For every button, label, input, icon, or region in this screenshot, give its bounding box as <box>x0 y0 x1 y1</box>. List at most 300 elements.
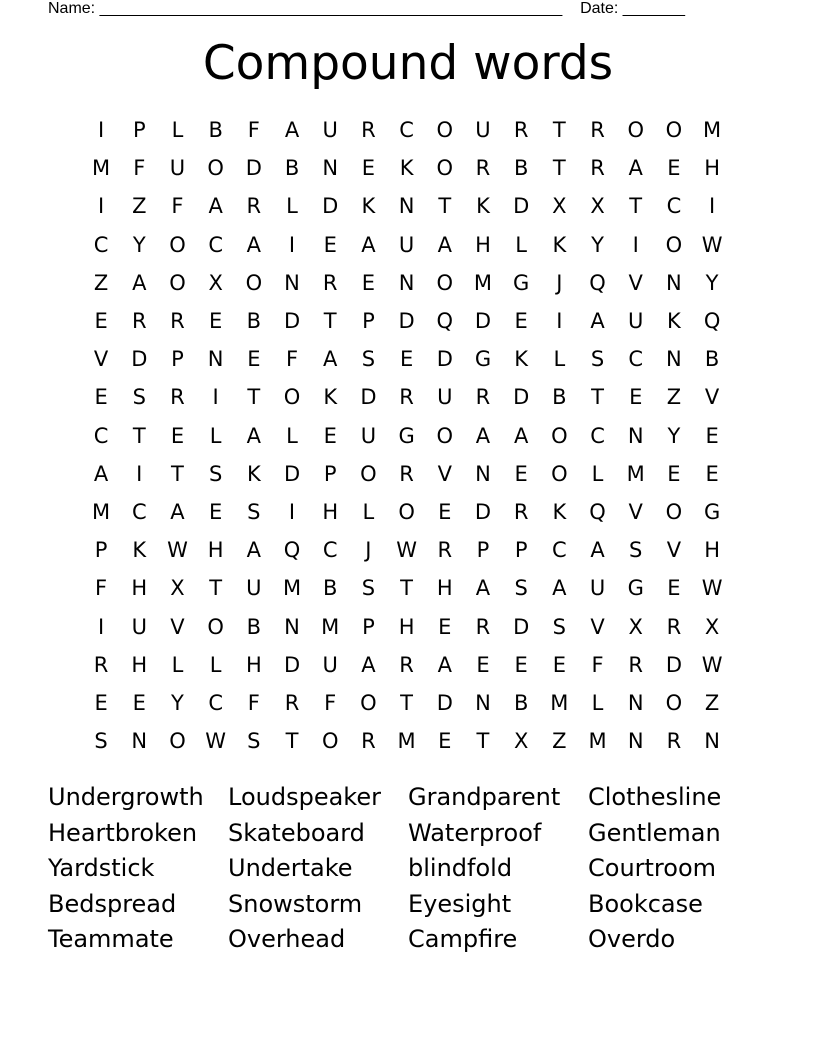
grid-letter: E <box>514 461 528 486</box>
grid-letter: A <box>437 652 452 677</box>
grid-letter: O <box>665 690 683 715</box>
grid-letter: U <box>628 309 644 334</box>
grid-letter: M <box>92 499 111 524</box>
grid-letter: U <box>360 423 377 448</box>
grid-letter: T <box>171 461 184 486</box>
grid-letter: P <box>362 309 375 334</box>
grid-letter: B <box>284 156 300 181</box>
grid-letter: E <box>476 652 490 677</box>
grid-letter: E <box>132 690 146 715</box>
grid-letter: R <box>284 690 300 715</box>
word-bank-item: Undertake <box>228 854 353 883</box>
grid-letter: K <box>323 385 338 410</box>
grid-letter: B <box>513 690 529 715</box>
grid-letter: A <box>552 576 567 601</box>
grid-letter: J <box>556 270 563 295</box>
grid-letter: H <box>475 232 491 257</box>
grid-letter: Q <box>283 538 301 563</box>
grid-letter: B <box>552 385 567 410</box>
grid-row <box>82 226 732 264</box>
grid-letter: H <box>207 538 224 563</box>
grid-letter: O <box>321 729 339 754</box>
grid-letter: T <box>209 576 223 601</box>
grid-letter: N <box>475 690 491 715</box>
grid-letter: F <box>247 690 260 715</box>
grid-letter: L <box>171 652 184 677</box>
grid-letter: S <box>361 576 376 601</box>
grid-letter: S <box>132 385 146 410</box>
grid-letter: F <box>133 156 146 181</box>
grid-letter: S <box>514 576 528 601</box>
grid-letter: O <box>169 270 186 295</box>
grid-row <box>82 646 732 684</box>
grid-letter: R <box>93 652 109 677</box>
grid-letter: C <box>322 538 338 563</box>
grid-letter: L <box>171 118 184 143</box>
grid-letter: N <box>627 690 644 715</box>
grid-letter: K <box>667 309 681 334</box>
grid-letter: W <box>205 729 227 754</box>
grid-letter: D <box>283 652 301 677</box>
grid-letter: P <box>323 461 337 486</box>
grid-letter: K <box>552 499 567 524</box>
grid-letter: E <box>361 270 376 295</box>
grid-letter: F <box>285 347 299 372</box>
grid-letter: S <box>94 729 108 754</box>
grid-letter: B <box>323 576 338 601</box>
grid-letter: D <box>283 309 301 334</box>
grid-letter: D <box>322 194 339 219</box>
grid-letter: N <box>666 347 682 372</box>
grid-letter: O <box>360 690 377 715</box>
grid-letter: P <box>362 614 375 639</box>
grid-letter: U <box>589 576 606 601</box>
worksheet-header <box>48 0 748 18</box>
grid-letter: S <box>552 614 567 639</box>
grid-letter: V <box>666 538 682 563</box>
word-bank-item: Snowstorm <box>228 889 363 918</box>
grid-letter: E <box>438 499 452 524</box>
grid-letter: O <box>398 499 415 524</box>
word-bank-item: Waterproof <box>408 818 542 847</box>
grid-letter: M <box>397 729 416 754</box>
grid-letter: U <box>131 614 147 639</box>
word-bank-item: Bedspread <box>48 889 177 918</box>
grid-letter: E <box>514 309 528 334</box>
grid-letter: E <box>94 690 108 715</box>
grid-letter: H <box>704 156 720 181</box>
grid-letter: X <box>704 614 720 639</box>
grid-letter: T <box>438 194 452 219</box>
grid-letter: A <box>323 347 338 372</box>
grid-letter: Q <box>589 499 606 524</box>
page-title: Compound words <box>202 36 614 91</box>
grid-letter: V <box>437 461 452 486</box>
grid-letter: F <box>171 194 184 219</box>
grid-letter: I <box>212 385 219 410</box>
grid-row <box>82 340 732 378</box>
grid-letter: U <box>322 118 338 143</box>
grid-letter: A <box>361 232 376 257</box>
grid-letter: O <box>169 729 186 754</box>
grid-letter: Y <box>591 232 604 257</box>
grid-letter: W <box>701 232 723 257</box>
grid-letter: L <box>209 423 222 448</box>
grid-letter: O <box>360 461 377 486</box>
grid-letter: K <box>552 232 567 257</box>
grid-letter: R <box>170 309 185 334</box>
grid-letter: O <box>436 118 454 143</box>
grid-letter: S <box>208 461 223 486</box>
grid-letter: K <box>399 156 414 181</box>
grid-letter: E <box>667 461 681 486</box>
grid-letter: L <box>209 652 222 677</box>
grid-letter: R <box>246 194 262 219</box>
grid-letter: T <box>629 194 643 219</box>
grid-letter: Y <box>705 270 719 295</box>
grid-letter: E <box>170 423 185 448</box>
grid-letter: Y <box>667 423 681 448</box>
grid-row <box>82 569 732 607</box>
grid-letter: R <box>475 614 491 639</box>
grid-letter: R <box>322 270 338 295</box>
grid-letter: Q <box>703 309 721 334</box>
grid-letter: X <box>170 576 185 601</box>
grid-letter: N <box>475 461 491 486</box>
grid-letter: E <box>399 347 414 372</box>
grid-letter: E <box>514 652 528 677</box>
grid-letter: U <box>437 385 453 410</box>
grid-letter: R <box>475 156 491 181</box>
word-bank-item: Undergrowth <box>48 783 204 811</box>
grid-letter: C <box>628 347 644 372</box>
grid-letter: O <box>551 423 568 448</box>
grid-letter: Z <box>666 385 682 410</box>
word-bank-item: Courtroom <box>588 854 717 883</box>
grid-letter: G <box>703 499 721 524</box>
grid-letter: Y <box>171 690 184 715</box>
grid-letter: E <box>361 156 376 181</box>
grid-letter: F <box>324 690 337 715</box>
grid-letter: G <box>513 270 530 295</box>
grid-letter: N <box>131 729 148 754</box>
word-bank-item: Heartbroken <box>48 818 198 847</box>
grid-letter: E <box>247 347 261 372</box>
grid-letter: I <box>136 461 143 486</box>
grid-letter: L <box>591 461 604 486</box>
grid-letter: P <box>171 347 184 372</box>
word-bank-item: Eyesight <box>408 889 512 918</box>
grid-letter: X <box>590 194 605 219</box>
grid-letter: K <box>132 538 147 563</box>
grid-letter: V <box>590 614 605 639</box>
grid-letter: T <box>400 690 413 715</box>
grid-letter: T <box>132 423 146 448</box>
grid-letter: U <box>246 576 262 601</box>
grid-letter: N <box>284 614 300 639</box>
grid-letter: E <box>323 423 337 448</box>
grid-letter: L <box>553 347 566 372</box>
grid-letter: E <box>438 729 452 754</box>
grid-letter: K <box>476 194 490 219</box>
grid-letter: W <box>701 576 723 601</box>
grid-letter: R <box>590 156 605 181</box>
grid-letter: A <box>132 270 147 295</box>
grid-letter: X <box>628 614 643 639</box>
grid-letter: D <box>513 614 530 639</box>
grid-row <box>82 493 732 531</box>
grid-letter: C <box>131 499 147 524</box>
grid-letter: O <box>245 270 263 295</box>
grid-letter: V <box>93 347 109 372</box>
grid-letter: X <box>208 270 223 295</box>
grid-row <box>82 607 732 645</box>
grid-letter: O <box>665 232 683 257</box>
grid-letter: L <box>515 232 527 257</box>
grid-letter: P <box>132 118 146 143</box>
grid-letter: O <box>665 118 683 143</box>
grid-letter: E <box>323 232 337 257</box>
grid-letter: O <box>627 118 644 143</box>
grid-letter: U <box>169 156 186 181</box>
grid-letter: N <box>627 423 644 448</box>
grid-letter: E <box>705 423 719 448</box>
grid-letter: A <box>170 499 185 524</box>
grid-letter: M <box>282 576 302 601</box>
grid-letter: B <box>246 309 262 334</box>
word-bank-item: Campfire <box>408 925 518 954</box>
grid-letter: M <box>703 118 722 143</box>
grid-letter: H <box>245 652 262 677</box>
grid-letter: B <box>208 118 223 143</box>
grid-letter: S <box>590 347 605 372</box>
grid-letter: F <box>95 576 108 601</box>
grid-row <box>82 264 732 302</box>
grid-letter: O <box>283 385 301 410</box>
grid-letter: I <box>97 118 105 143</box>
grid-letter: N <box>322 156 339 181</box>
grid-letter: E <box>94 309 108 334</box>
grid-letter: O <box>207 156 224 181</box>
grid-letter: H <box>322 499 339 524</box>
grid-letter: B <box>246 614 262 639</box>
word-bank-item: Teammate <box>48 925 174 954</box>
grid-letter: X <box>552 194 567 219</box>
grid-letter: A <box>513 423 529 448</box>
grid-row <box>82 722 732 760</box>
grid-letter: I <box>288 232 296 257</box>
grid-letter: R <box>513 118 529 143</box>
grid-row <box>82 455 732 493</box>
grid-letter: H <box>131 652 148 677</box>
grid-letter: E <box>667 576 681 601</box>
grid-letter: R <box>399 385 414 410</box>
grid-letter: A <box>590 538 605 563</box>
word-bank-item: Clothesline <box>588 783 722 811</box>
grid-letter: O <box>436 156 454 181</box>
grid-letter: Q <box>589 270 606 295</box>
grid-letter: H <box>704 538 720 563</box>
grid-letter: R <box>628 652 644 677</box>
grid-row <box>82 531 732 569</box>
grid-letter: E <box>94 385 108 410</box>
grid-letter: I <box>632 232 639 257</box>
grid-letter: T <box>591 385 604 410</box>
grid-letter: A <box>475 423 491 448</box>
grid-letter: D <box>513 194 530 219</box>
grid-letter: W <box>167 538 188 563</box>
word-bank-item: Loudspeaker <box>228 783 381 811</box>
grid-letter: A <box>246 538 262 563</box>
grid-row <box>82 187 732 225</box>
grid-letter: A <box>284 118 300 143</box>
grid-letter: A <box>93 461 109 486</box>
grid-letter: A <box>475 576 491 601</box>
grid-row <box>82 417 732 455</box>
grid-letter: K <box>246 461 261 486</box>
grid-letter: Z <box>552 729 567 754</box>
grid-letter: D <box>398 309 415 334</box>
grid-letter: C <box>93 423 109 448</box>
grid-letter: N <box>284 270 300 295</box>
grid-letter: Q <box>436 309 454 334</box>
grid-letter: V <box>628 499 643 524</box>
grid-letter: B <box>513 156 529 181</box>
grid-letter: Z <box>93 270 109 295</box>
grid-letter: R <box>437 538 453 563</box>
grid-letter: R <box>475 385 491 410</box>
grid-row <box>82 149 732 187</box>
grid-letter: X <box>513 729 529 754</box>
grid-letter: P <box>94 538 108 563</box>
grid-letter: V <box>170 614 185 639</box>
grid-letter: E <box>438 614 452 639</box>
grid-letter: H <box>398 614 415 639</box>
grid-letter: P <box>476 538 490 563</box>
grid-letter: A <box>590 309 605 334</box>
grid-letter: A <box>437 232 452 257</box>
grid-letter: J <box>365 538 372 563</box>
word-bank <box>48 780 788 958</box>
grid-letter: T <box>400 576 413 601</box>
grid-letter: N <box>398 270 415 295</box>
grid-letter: C <box>666 194 682 219</box>
grid-letter: M <box>588 729 607 754</box>
grid-letter: G <box>627 576 644 601</box>
word-bank-item: Skateboard <box>228 818 365 847</box>
grid-letter: T <box>247 385 261 410</box>
grid-letter: Z <box>132 194 147 219</box>
grid-letter: S <box>361 347 376 372</box>
grid-letter: F <box>247 118 260 143</box>
grid-letter: I <box>556 309 563 334</box>
grid-letter: M <box>550 690 569 715</box>
grid-letter: R <box>399 652 414 677</box>
grid-letter: N <box>207 347 224 372</box>
grid-letter: T <box>285 729 299 754</box>
grid-letter: E <box>552 652 566 677</box>
grid-letter: D <box>474 309 492 334</box>
word-bank-item: Grandparent <box>408 783 561 811</box>
grid-letter: C <box>399 118 414 143</box>
grid-letter: R <box>361 729 376 754</box>
grid-letter: A <box>246 423 262 448</box>
grid-row <box>82 302 732 340</box>
word-bank-item: Yardstick <box>48 854 155 883</box>
grid-letter: A <box>628 156 643 181</box>
grid-letter: E <box>705 461 719 486</box>
grid-letter: M <box>321 614 340 639</box>
grid-letter: R <box>666 729 682 754</box>
grid-letter: H <box>436 576 453 601</box>
grid-letter: A <box>208 194 223 219</box>
grid-letter: S <box>247 499 261 524</box>
grid-letter: V <box>704 385 720 410</box>
grid-letter: C <box>552 538 567 563</box>
grid-letter: I <box>288 499 296 524</box>
grid-letter: T <box>323 309 337 334</box>
grid-letter: N <box>627 729 644 754</box>
grid-letter: U <box>398 232 415 257</box>
grid-letter: O <box>169 232 186 257</box>
grid-letter: E <box>209 499 223 524</box>
grid-letter: V <box>628 270 643 295</box>
grid-letter: O <box>665 499 683 524</box>
grid-letter: N <box>398 194 415 219</box>
grid-letter: H <box>131 576 148 601</box>
grid-letter: S <box>629 538 643 563</box>
grid-letter: C <box>93 232 109 257</box>
grid-letter: Y <box>132 232 146 257</box>
grid-letter: L <box>286 423 298 448</box>
grid-letter: N <box>704 729 720 754</box>
date-field-label: Date: _______ <box>580 0 686 17</box>
grid-letter: L <box>286 194 298 219</box>
grid-letter: R <box>170 385 185 410</box>
grid-letter: O <box>207 614 224 639</box>
grid-letter: E <box>629 385 643 410</box>
grid-letter: E <box>667 156 681 181</box>
grid-letter: R <box>513 499 529 524</box>
grid-letter: U <box>322 652 338 677</box>
grid-letter: O <box>551 461 568 486</box>
grid-letter: G <box>474 347 492 372</box>
grid-letter: C <box>208 690 223 715</box>
grid-letter: K <box>514 347 529 372</box>
grid-letter: I <box>708 194 716 219</box>
grid-letter: D <box>245 156 262 181</box>
word-search-grid <box>82 111 732 760</box>
grid-letter: T <box>476 729 490 754</box>
word-bank-item: Gentleman <box>588 818 721 847</box>
word-bank-item: Overhead <box>228 925 346 954</box>
grid-letter: U <box>475 118 491 143</box>
grid-letter: Z <box>704 690 720 715</box>
grid-letter: T <box>552 156 566 181</box>
grid-letter: S <box>247 729 261 754</box>
grid-letter: L <box>591 690 604 715</box>
grid-letter: I <box>97 194 105 219</box>
grid-letter: D <box>360 385 377 410</box>
grid-letter: W <box>701 652 723 677</box>
grid-letter: O <box>436 423 454 448</box>
grid-letter: B <box>704 347 720 372</box>
word-bank-item: Overdo <box>588 925 676 954</box>
grid-letter: N <box>666 270 682 295</box>
grid-letter: K <box>361 194 376 219</box>
grid-row <box>82 378 732 416</box>
grid-letter: D <box>474 499 492 524</box>
